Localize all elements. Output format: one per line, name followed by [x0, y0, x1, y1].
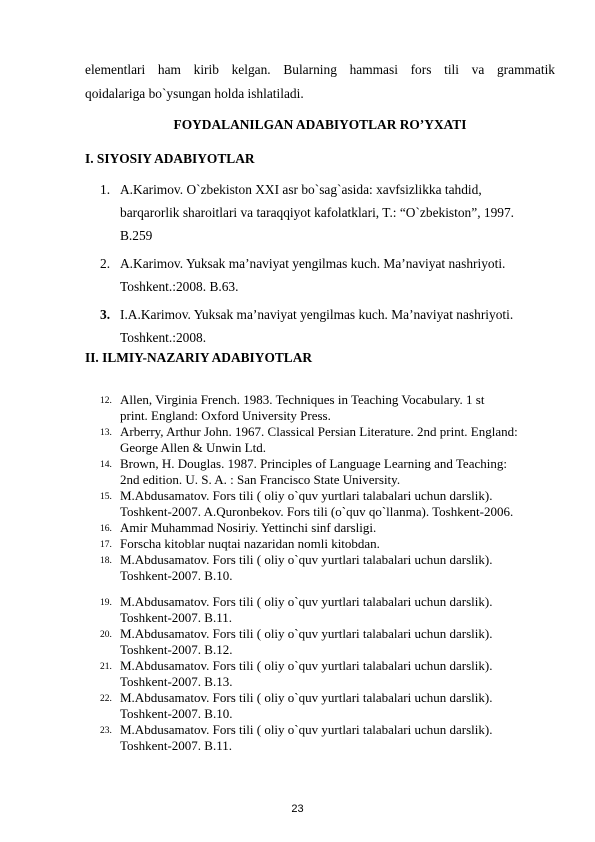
- reference-line: M.Abdusamatov. Fors tili ( oliy o`quv yurtlari talabalari uchun darslik).: [120, 594, 493, 609]
- intro-line: elementlari ham kirib kelgan. Bularning hammasi fors tili va grammatik: [85, 62, 555, 77]
- reference-number: 23.: [100, 726, 112, 736]
- reference-number: 17.: [100, 540, 112, 550]
- reference-line: M.Abdusamatov. Fors tili ( oliy o`quv yurtlari talabalari uchun darslik).: [120, 658, 493, 673]
- section-heading-political: I. SIYOSIY ADABIYOTLAR: [85, 151, 255, 166]
- reference-line: Toshkent-2007. B.11.: [120, 738, 232, 753]
- reference-line: George Allen & Unwin Ltd.: [120, 440, 266, 455]
- reference-line: Toshkent-2007. B.11.: [120, 610, 232, 625]
- reference-line: M.Abdusamatov. Fors tili ( oliy o`quv yurtlari talabalari uchun darslik).: [120, 552, 493, 567]
- section-heading-scientific: II. ILMIY-NAZARIY ADABIYOTLAR: [85, 350, 313, 365]
- reference-line: 2nd edition. U. S. A. : San Francisco State University.: [120, 472, 401, 487]
- reference-number: 18.: [100, 556, 112, 566]
- reference-line: B.259: [120, 228, 153, 243]
- reference-line: Toshkent-2007. A.Quronbekov. Fors tili (o`quv qo`llanma). Toshkent-2006.: [120, 504, 514, 519]
- reference-number: 15.: [100, 492, 112, 502]
- reference-line: Toshkent-2007. B.13.: [120, 674, 233, 689]
- reference-number: 19.: [100, 598, 112, 608]
- page-number: 23: [291, 803, 304, 815]
- reference-number: 22.: [100, 694, 112, 704]
- reference-line: Toshkent-2007. B.12.: [120, 642, 233, 657]
- reference-line: M.Abdusamatov. Fors tili ( oliy o`quv yurtlari talabalari uchun darslik).: [120, 488, 493, 503]
- reference-line: A.Karimov. Yuksak ma’naviyat yengilmas kuch. Ma’naviyat nashriyoti.: [120, 256, 506, 271]
- reference-line: Toshkent-2007. B.10.: [120, 568, 233, 583]
- reference-line: Toshkent.:2008.: [120, 330, 207, 345]
- reference-line: Allen, Virginia French. 1983. Techniques in Teaching Vocabulary. 1 st: [120, 392, 485, 407]
- reference-number: 16.: [100, 524, 112, 534]
- reference-line: Amir Muhammad Nosiriy. Yettinchi sinf darsligi.: [120, 520, 377, 535]
- reference-line: Forscha kitoblar nuqtai nazaridan nomli kitobdan.: [120, 536, 380, 551]
- reference-line: Brown, H. Douglas. 1987. Principles of Language Learning and Teaching:: [120, 456, 507, 471]
- reference-number: 12.: [100, 396, 112, 406]
- reference-number: 13.: [100, 428, 112, 438]
- bibliography-title: FOYDALANILGAN ADABIYOTLAR RO’YXATI: [173, 117, 467, 132]
- reference-line: M.Abdusamatov. Fors tili ( oliy o`quv yurtlari talabalari uchun darslik).: [120, 722, 493, 737]
- reference-number: 14.: [100, 460, 112, 470]
- reference-line: Arberry, Arthur John. 1967. Classical Persian Literature. 2nd print. England:: [120, 424, 518, 439]
- reference-line: barqarorlik sharoitlari va taraqqiyot kafolatklari, T.: “O`zbekiston”, 1997.: [120, 205, 515, 220]
- intro-paragraph: [85, 58, 555, 106]
- reference-line: Toshkent.:2008. B.63.: [120, 279, 239, 294]
- reference-line: M.Abdusamatov. Fors tili ( oliy o`quv yurtlari talabalari uchun darslik).: [120, 690, 493, 705]
- reference-number: 21.: [100, 662, 112, 672]
- reference-line: Toshkent-2007. B.10.: [120, 706, 233, 721]
- reference-line: print. England: Oxford University Press.: [120, 408, 331, 423]
- reference-line: M.Abdusamatov. Fors tili ( oliy o`quv yurtlari talabalari uchun darslik).: [120, 626, 493, 641]
- reference-line: I.A.Karimov. Yuksak ma’naviyat yengilmas kuch. Ma’naviyat nashriyoti.: [120, 307, 514, 322]
- reference-number: 1.: [100, 182, 111, 197]
- reference-number: 2.: [100, 256, 111, 271]
- reference-line: A.Karimov. O`zbekiston XXI asr bo`sag`asida: xavfsizlikka tahdid,: [120, 182, 482, 197]
- reference-number: 20.: [100, 630, 112, 640]
- intro-line: qoidalariga bo`ysungan holda ishlatiladi.: [85, 86, 304, 101]
- reference-number: 3.: [100, 307, 111, 322]
